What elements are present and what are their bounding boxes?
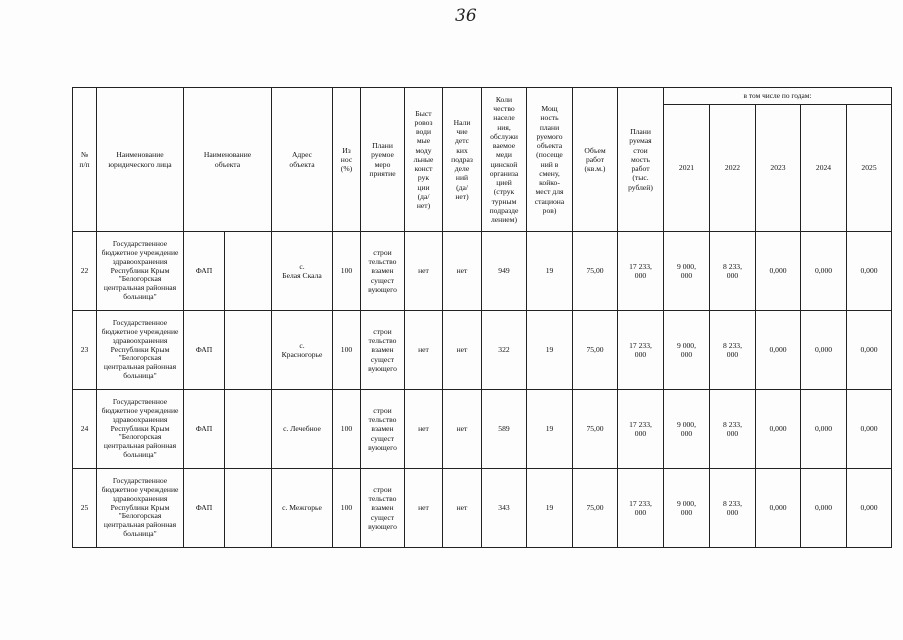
cell-capacity: 19 [527,311,573,390]
cell-wear: 100 [333,232,361,311]
cell-year-2023: 0,000 [756,232,801,311]
cell-year-2022: 8 233, 000 [710,469,756,548]
cell-year-2022: 8 233, 000 [710,311,756,390]
header-year-2024: 2024 [801,105,847,232]
cell-prefab: нет [405,390,443,469]
cell-planned-action: строи тельство взамен сущест вующего [361,390,405,469]
cell-num: 24 [73,390,97,469]
cell-capacity: 19 [527,390,573,469]
cell-population: 589 [482,390,527,469]
header-by-years: в том числе по годам: [664,88,892,105]
cell-year-2024: 0,000 [801,232,847,311]
cell-year-2025: 0,000 [847,232,892,311]
cell-prefab: нет [405,311,443,390]
header-address: Адрес объекта [272,88,333,232]
cell-volume: 75,00 [573,311,618,390]
cell-planned-cost: 17 233, 000 [618,390,664,469]
table-body [73,232,892,548]
cell-year-2023: 0,000 [756,390,801,469]
cell-org-name: Государственное бюджетное учреждение здравоохранения Республики Крым "Белогорская центральная районная больница" [97,469,184,548]
header-year-2022: 2022 [710,105,756,232]
cell-year-2023: 0,000 [756,311,801,390]
cell-year-2024: 0,000 [801,311,847,390]
cell-num: 23 [73,311,97,390]
program-table [72,87,892,548]
cell-year-2021: 9 000, 000 [664,469,710,548]
header-planned-action: Плани руемое меро приятие [361,88,405,232]
cell-year-2021: 9 000, 000 [664,232,710,311]
cell-org-name: Государственное бюджетное учреждение здравоохранения Республики Крым "Белогорская центральная районная больница" [97,390,184,469]
cell-planned-cost: 17 233, 000 [618,311,664,390]
header-capacity: Мощ ность плани руемого объекта (посеще ний в смену, койко- мест для стациона ров) [527,88,573,232]
header-year-2025: 2025 [847,105,892,232]
cell-year-2022: 8 233, 000 [710,390,756,469]
cell-planned-action: строи тельство взамен сущест вующего [361,469,405,548]
cell-year-2023: 0,000 [756,469,801,548]
cell-capacity: 19 [527,469,573,548]
cell-year-2021: 9 000, 000 [664,311,710,390]
header-object-name: Наименование объекта [184,88,272,232]
page-number: 36 [455,6,477,26]
header-children-units: Нали чие детс ких подраз деле ний (да/ нет) [443,88,482,232]
cell-object-name-extra [225,311,272,390]
cell-object-name: ФАП [184,469,225,548]
header-planned-cost: Плани руемая стои мость работ (тыс. рублей) [618,88,664,232]
cell-volume: 75,00 [573,390,618,469]
header-prefab: Быст ровоз води мые моду льные конст рук ции (да/ нет) [405,88,443,232]
cell-planned-action: строи тельство взамен сущест вующего [361,311,405,390]
cell-children-units: нет [443,311,482,390]
cell-address: с. Лечебное [272,390,333,469]
cell-wear: 100 [333,469,361,548]
header-year-2023: 2023 [756,105,801,232]
cell-volume: 75,00 [573,232,618,311]
cell-address: с. Красногорье [272,311,333,390]
cell-num: 22 [73,232,97,311]
cell-population: 949 [482,232,527,311]
cell-capacity: 19 [527,232,573,311]
cell-year-2024: 0,000 [801,469,847,548]
cell-address: с. Межгорье [272,469,333,548]
cell-object-name-extra [225,232,272,311]
cell-population: 343 [482,469,527,548]
cell-volume: 75,00 [573,469,618,548]
cell-prefab: нет [405,469,443,548]
cell-org-name: Государственное бюджетное учреждение здравоохранения Республики Крым "Белогорская центральная районная больница" [97,232,184,311]
cell-children-units: нет [443,469,482,548]
cell-children-units: нет [443,390,482,469]
cell-org-name: Государственное бюджетное учреждение здравоохранения Республики Крым "Белогорская центральная районная больница" [97,311,184,390]
header-volume: Объем работ (кв.м.) [573,88,618,232]
cell-year-2025: 0,000 [847,311,892,390]
cell-year-2025: 0,000 [847,390,892,469]
cell-object-name: ФАП [184,311,225,390]
cell-planned-cost: 17 233, 000 [618,232,664,311]
cell-prefab: нет [405,232,443,311]
cell-year-2022: 8 233, 000 [710,232,756,311]
cell-year-2025: 0,000 [847,469,892,548]
cell-wear: 100 [333,311,361,390]
cell-object-name: ФАП [184,232,225,311]
header-population: Коли чество населе ния, обслужи ваемое меди цинской организа цией (струк турным подразде лением) [482,88,527,232]
header-num: № п/п [73,88,97,232]
table-row [73,232,892,311]
cell-wear: 100 [333,390,361,469]
cell-object-name: ФАП [184,390,225,469]
table-row [73,390,892,469]
cell-address: с. Белая Скала [272,232,333,311]
table-header [73,88,892,232]
cell-year-2024: 0,000 [801,390,847,469]
cell-planned-action: строи тельство взамен сущест вующего [361,232,405,311]
cell-object-name-extra [225,390,272,469]
cell-children-units: нет [443,232,482,311]
cell-year-2021: 9 000, 000 [664,390,710,469]
cell-population: 322 [482,311,527,390]
header-org-name: Наименование юридического лица [97,88,184,232]
cell-object-name-extra [225,469,272,548]
table-row [73,311,892,390]
header-year-2021: 2021 [664,105,710,232]
table-row [73,469,892,548]
cell-num: 25 [73,469,97,548]
header-wear: Из нос (%) [333,88,361,232]
cell-planned-cost: 17 233, 000 [618,469,664,548]
